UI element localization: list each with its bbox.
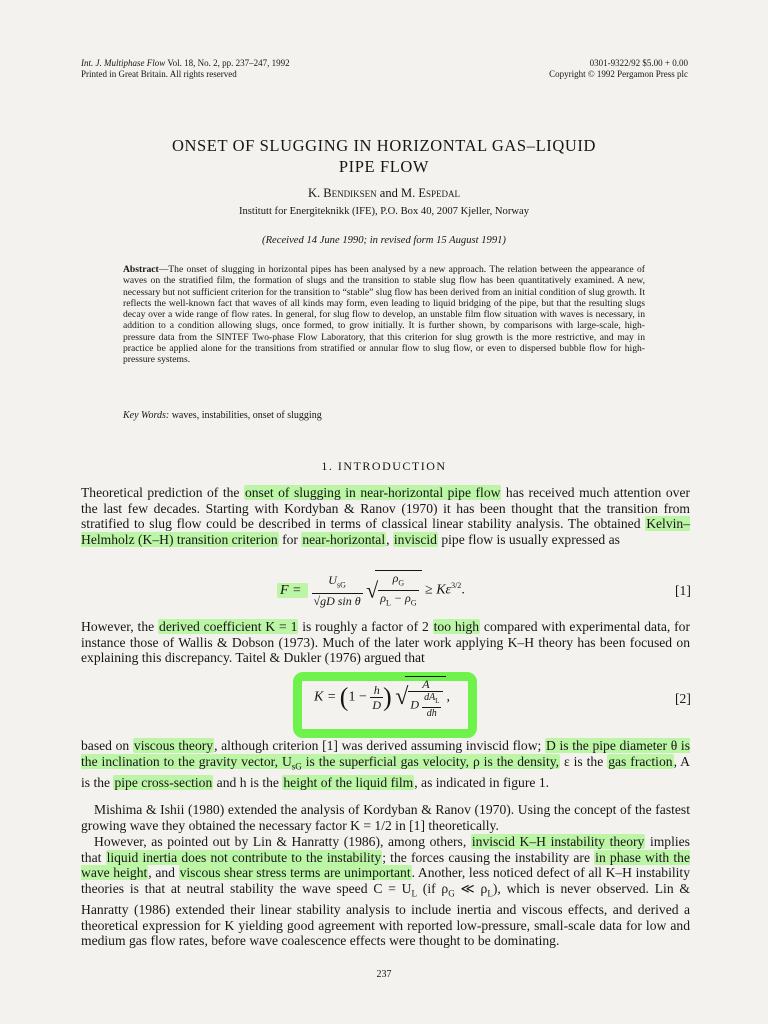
text-run: However, the <box>81 619 159 634</box>
printed-note: Printed in Great Britain. All rights reserved <box>81 69 237 79</box>
intro-paragraph-3 <box>81 738 690 791</box>
intro-paragraph-1 <box>81 485 690 547</box>
abstract <box>123 264 645 366</box>
eq1-numerator: U <box>328 573 337 588</box>
keywords-text: waves, instabilities, onset of slugging <box>169 410 322 421</box>
eq1-lhs: F = <box>280 582 305 598</box>
abstract-label: Abstract <box>123 264 159 275</box>
eq2-paren: ) <box>383 682 392 712</box>
eq1-tail: . <box>461 582 465 598</box>
highlight: derived coefficient K = 1 <box>159 619 298 634</box>
subscript: L <box>411 888 417 899</box>
intro-paragraph-4: Mishima & Ishii (1980) extended the analysis of Kordyban & Ranov (1970). Using the concept of the fastest growing wave they obtained the necessary factor K = 1/2 in [1] theoretically. <box>81 802 690 833</box>
eq2-sqrt <box>405 676 446 719</box>
highlight: onset of slugging in near-horizontal pipe flow <box>244 485 501 500</box>
abstract-text: —The onset of slugging in horizontal pipes has been analysed by a new approach. The relation between the appearance of waves on the stratified film, the formation of slugs and the transition to stable slug flow has been quantitatively examined. A new, necessary but not sufficient criterion for the transition to “stable” slug flow has been derived from an initial condition of slug growth. It reflects the well-known fact that waves of all kinds may form, even leading to liquid bridging of the pipe, but that the resulting slugs decay over a wide range of flow rates. In general, for slug flow to develop, an unstable film flow situation with waves is necessary, in addition to a condition allowing slugs, once formed, to grow initially. It is further shown, by comparisons with large-scale, high-pressure data from the SINTEF Two-phase Flow Laboratory, that this criterion for slug growth is the more restrictive, and may in practice be applied alone for the transitions from stratified or annular flow to slug flow, or even to dispersed bubble flow for high-pressure systems. <box>123 264 645 366</box>
eq2-tail: , <box>446 689 450 705</box>
eq2-a: A <box>422 677 430 691</box>
title-line-2: PIPE FLOW <box>338 157 430 176</box>
equation-1: F = $\frac{U_{sG}}{\text{√gD sin θ}}$ √ $\frac{\rho_G}{\rho_L - \rho_G}$ ≥ $K\varepsilon^{3/2}$. <box>277 570 465 611</box>
keywords <box>123 410 322 421</box>
text-run: and h is the <box>213 774 283 790</box>
text-run: (if ρ <box>416 880 449 896</box>
highlight: too high <box>433 619 480 634</box>
text-run: has received much attention over the last few decades. Starting with Kordyban & Ranov (1970) it has been thought that the transition from stratified to slug flow could be described in terms of classical linear stability analysis. The obtained <box>81 485 691 532</box>
highlight: in phase with the wave height <box>81 849 691 881</box>
eq2-d2: D <box>410 697 420 712</box>
text-run: pipe flow is usually expressed as <box>437 531 620 547</box>
highlight-part: D is the pipe diameter θ is the inclination to the gravity vector, U <box>81 738 691 769</box>
equation-1-number: [1] <box>675 583 691 598</box>
intro-paragraph-2 <box>81 619 690 666</box>
highlight: height of the liquid film <box>283 774 414 790</box>
author-1-initial: K. B <box>308 186 332 200</box>
section-heading: 1. INTRODUCTION <box>321 459 447 473</box>
eq1-sub: G <box>410 598 417 608</box>
highlight: inviscid K–H instability theory <box>471 834 645 849</box>
text-run: ), which is never observed. Lin & Hanratty (1986) extended their linear stability analysis to include inertia and viscous effects, and derived a theoretical expression for K yielding good agreement with reported low-pressure, small-scale data for low and medium gas flow rates, before wave coalescence effects were thought to be dominating. <box>81 880 690 949</box>
highlight: viscous shear stress terms are unimportant <box>179 865 411 881</box>
equation-2-number: [2] <box>675 691 691 706</box>
text-run: However, as pointed out by Lin & Hanratty (1986), among others, <box>94 834 471 849</box>
text-run: ; the forces causing the instability are <box>382 849 595 865</box>
text-run: compared with experimental data, for instance those of Wallis & Dobson (1973). Much of the later work applying K–H theory has been focused on explaining this discrepancy. Taitel & Dukler (1976) argued that <box>81 619 690 666</box>
eq2-paren: ( <box>339 682 349 712</box>
highlight: gas fraction <box>608 753 673 769</box>
text-run: ε is the <box>560 753 608 769</box>
eq2-lhs: K = <box>314 689 340 705</box>
eq2-one-minus: 1 − <box>348 689 371 705</box>
eq1-sub: L <box>386 598 391 608</box>
eq1-sqrt-den-mid: − ρ <box>390 591 411 606</box>
highlight: Kelvin–Helmholz (K–H) transition criterion <box>81 516 690 547</box>
intro-paragraph-5 <box>81 834 690 949</box>
journal-name: Int. J. Multiphase Flow <box>81 58 166 68</box>
copyright: Copyright © 1992 Pergamon Press plc <box>549 69 688 79</box>
eq2-dal-sub: L <box>435 697 440 705</box>
volume-info: Vol. 18, No. 2, pp. 237–247, 1992 <box>167 58 290 68</box>
eq1-denominator: √gD sin θ <box>313 593 361 608</box>
affiliation: Institutt for Energiteknikk (IFE), P.O. Box 40, 2007 Kjeller, Norway <box>238 206 530 217</box>
text-run: ≪ ρ <box>454 880 488 896</box>
paper-title <box>0 135 768 177</box>
text-run: implies that <box>81 834 690 865</box>
eq2-h-over-d <box>370 683 383 712</box>
eq1-rhs: ≥ Kε <box>421 582 452 598</box>
highlight: near-horizontal <box>302 531 386 547</box>
eq1-fraction <box>312 573 363 607</box>
authors <box>0 186 768 201</box>
received-dates: (Received 14 June 1990; in revised form 15 August 1991) <box>262 235 506 246</box>
author-2-initial: M. E <box>400 186 426 200</box>
highlight: liquid inertia does not contribute to the instability <box>106 849 382 865</box>
eq1-sqrt-num-sub: G <box>398 578 405 588</box>
eq1-sqrt-den: ρ <box>380 591 386 606</box>
subscript: L <box>487 888 493 899</box>
text-run: , and <box>148 865 179 881</box>
text-run: . Another, less noticed defect of all K–H instability theories is that at neutral stability the wave speed C = U <box>81 865 690 896</box>
text-run: based on <box>81 738 133 753</box>
highlight: inviscid <box>393 531 437 547</box>
text-run: , A is the <box>81 753 690 790</box>
text-run: for <box>278 531 302 547</box>
eq2-dal: dA <box>424 692 436 703</box>
eq2-h: h <box>373 683 380 697</box>
issn-price: 0301-9322/92 $5.00 + 0.00 <box>589 58 688 68</box>
keywords-label: Key Words: <box>123 410 170 421</box>
text-run: , <box>386 531 393 547</box>
journal-citation <box>81 58 290 69</box>
eq1-rhs-sup: 3/2 <box>451 580 462 590</box>
highlight-part: is the superficial gas velocity, ρ is the density, <box>301 753 560 769</box>
text-run: Theoretical prediction of the <box>81 485 244 500</box>
text-run: is roughly a factor of 2 <box>298 619 433 634</box>
highlight: viscous theory <box>133 738 214 753</box>
author-1-surname: endiksen <box>331 186 377 200</box>
author-2-surname: spedal <box>425 186 460 200</box>
title-line-1: ONSET OF SLUGGING IN HORIZONTAL GAS–LIQUID <box>172 136 596 155</box>
eq1-sqrt <box>375 570 421 611</box>
eq2-dh: dh <box>426 708 437 719</box>
eq1-sqrt-num: ρ <box>392 571 399 585</box>
eq2-d: D <box>372 698 382 712</box>
eq1-numerator-sub: sG <box>336 580 346 590</box>
page-number: 237 <box>376 969 392 980</box>
text-run: , although criterion [1] was derived assuming inviscid flow; <box>214 738 545 753</box>
authors-and: and <box>376 186 401 200</box>
text-run: , as indicated in figure 1. <box>414 774 550 790</box>
equation-2: K = (1 − $\frac{h}{D}$ ) √ A D $\frac{dA_L}{dh}$ , <box>314 677 450 719</box>
subscript: sG <box>291 761 302 772</box>
highlight: pipe cross-section <box>114 774 213 790</box>
subscript: G <box>448 888 455 899</box>
